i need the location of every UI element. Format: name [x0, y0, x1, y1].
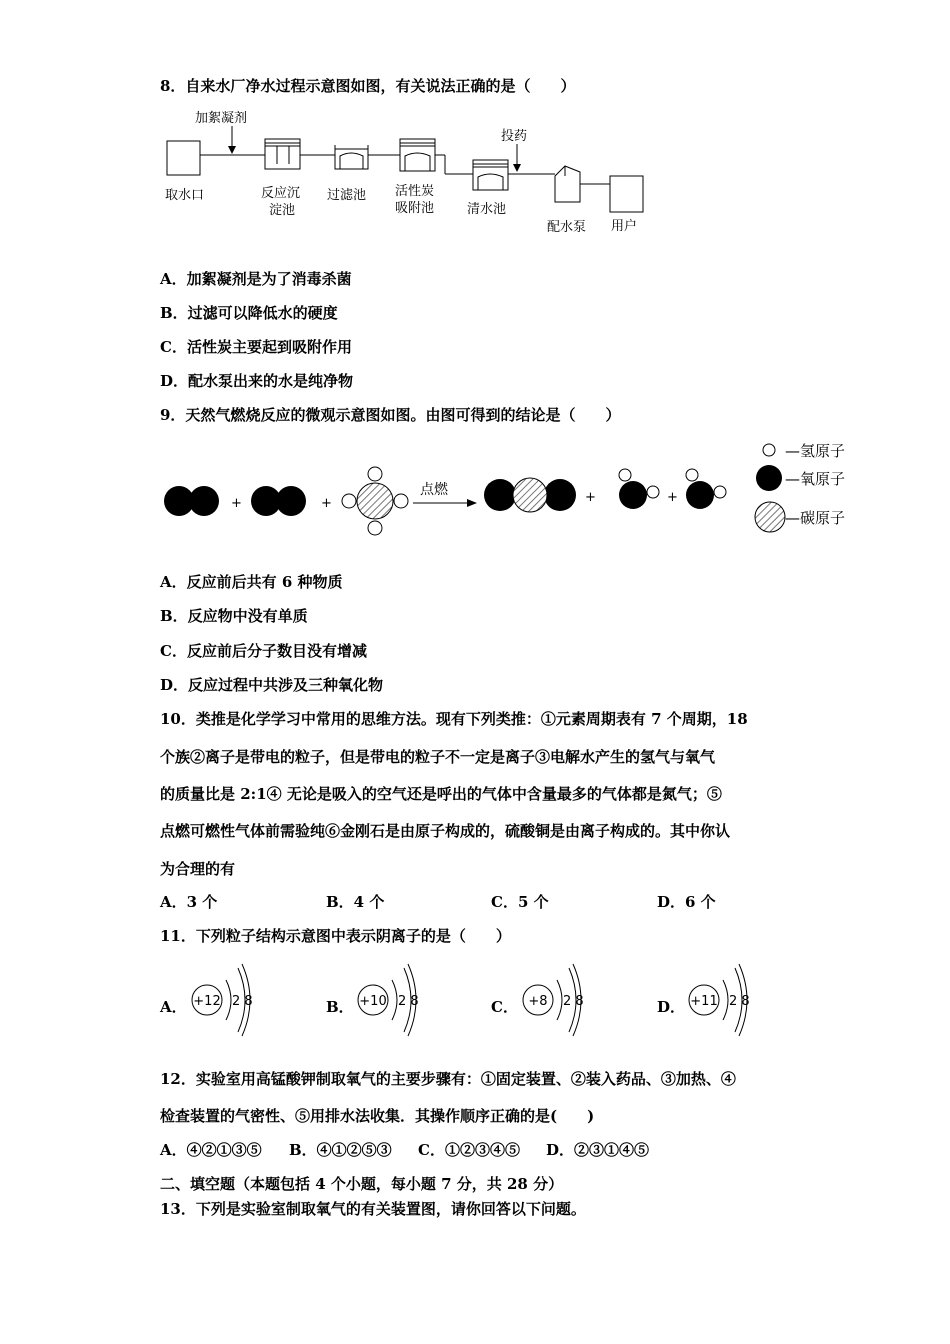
q12-option-b: B．④①②⑤③: [289, 1141, 392, 1159]
q10-option-a: A．3 个: [160, 893, 218, 911]
plus-4: +: [667, 490, 678, 505]
label-reaction-2: 淀池: [269, 203, 296, 218]
label-filter: 过滤池: [327, 188, 367, 203]
label-pump: 配水泵: [547, 220, 587, 235]
plus-2: +: [321, 496, 332, 511]
carbon-tank: [400, 139, 435, 171]
q11-d-shells: 2 8: [729, 994, 750, 1009]
plus-3: +: [585, 490, 596, 505]
q11-option-a-label: A．: [160, 998, 187, 1016]
label-user: 用户: [611, 219, 638, 234]
label-reaction-1: 反应沉: [261, 186, 301, 201]
q11-atom-c: [517, 958, 597, 1042]
plus-1: +: [231, 496, 242, 511]
legend-o: —氧原子: [785, 470, 846, 488]
q10-option-b: B．4 个: [326, 893, 385, 911]
reaction-tank: [265, 139, 300, 169]
q12-option-c: C．①②③④⑤: [418, 1141, 520, 1159]
q8-option-d: D．配水泵出来的水是纯净物: [160, 372, 354, 390]
q8-water-treatment-diagram: [155, 104, 655, 238]
q11-c-nucleus: +8: [528, 994, 548, 1009]
q11-a-shells: 2 8: [232, 994, 253, 1009]
label-add-coagulant: 加絮凝剂: [195, 111, 248, 126]
q10-line-2: 个族②离子是带电的粒子，但是带电的粒子不一定是离子③电解水产生的氢气与氧气: [160, 748, 716, 766]
q12-line-2: 检查装置的气密性、⑤用排水法收集．其操作顺序正确的是( ): [160, 1107, 595, 1125]
q9-option-d: D．反应过程中共涉及三种氧化物: [160, 676, 384, 694]
q10-option-c: C．5 个: [491, 893, 549, 911]
o2-molecule-1: [164, 486, 219, 516]
q8-option-c: C．活性炭主要起到吸附作用: [160, 338, 352, 356]
q11-atom-a: [186, 958, 266, 1042]
q11-atom-b: [352, 958, 432, 1042]
q12-option-d: D．②③①④⑤: [546, 1141, 650, 1159]
q9-option-c: C．反应前后分子数目没有增减: [160, 642, 367, 660]
filter-tank: [335, 145, 368, 169]
q11-option-b-label: B．: [326, 998, 354, 1016]
q8-stem: 8．自来水厂净水过程示意图如图，有关说法正确的是（ ）: [160, 77, 576, 95]
q11-option-d-label: D．: [657, 998, 686, 1016]
o2-molecule-2: [251, 486, 306, 516]
q9-option-b: B．反应物中没有单质: [160, 607, 308, 625]
q11-b-nucleus: +10: [359, 994, 387, 1009]
q8-option-b: B．过滤可以降低水的硬度: [160, 304, 338, 322]
ignite-label: 点燃: [420, 482, 448, 498]
h2o-molecule-2: [686, 469, 726, 509]
legend-h: —氢原子: [785, 442, 846, 460]
q10-line-5: 为合理的有: [160, 860, 236, 878]
pump-shape: [555, 166, 580, 202]
label-intake: 取水口: [165, 188, 205, 203]
legend-h-icon: [763, 444, 775, 456]
section-2-heading: 二、填空题（本题包括 4 个小题，每小题 7 分，共 28 分）: [160, 1175, 564, 1193]
q8-option-a: A．加絮凝剂是为了消毒杀菌: [160, 270, 352, 288]
legend-o-icon: [756, 465, 782, 491]
q11-option-c-label: C．: [491, 998, 518, 1016]
clear-tank: [473, 160, 508, 190]
co2-molecule: [484, 478, 576, 512]
q11-atom-d: [683, 958, 763, 1042]
ch4-molecule: [342, 467, 408, 535]
q12-line-1: 12．实验室用高锰酸钾制取氧气的主要步骤有：①固定装置、②装入药品、③加热、④: [160, 1070, 736, 1088]
q11-c-shells: 2 8: [563, 994, 584, 1009]
q10-line-3: 的质量比是 2:1④ 无论是吸入的空气还是呼出的气体中含量最多的气体都是氮气；⑤: [160, 785, 722, 803]
label-carbon-1: 活性炭: [395, 184, 435, 199]
q11-stem: 11．下列粒子结构示意图中表示阴离子的是（ ）: [160, 927, 511, 945]
q11-a-nucleus: +12: [193, 994, 221, 1009]
label-carbon-2: 吸附池: [395, 201, 435, 216]
h2o-molecule-1: [619, 469, 659, 509]
q9-stem: 9．天然气燃烧反应的微观示意图如图。由图可得到的结论是（ ）: [160, 406, 621, 424]
q13-stem: 13．下列是实验室制取氧气的有关装置图，请你回答以下问题。: [160, 1200, 586, 1218]
q9-option-a: A．反应前后共有 6 种物质: [160, 573, 343, 591]
q10-option-d: D．6 个: [657, 893, 716, 911]
legend-c-icon: [755, 502, 785, 532]
q11-b-shells: 2 8: [398, 994, 419, 1009]
q10-line-1: 10．类推是化学学习中常用的思维方法。现有下列类推：①元素周期表有 7 个周期，18: [160, 710, 748, 728]
label-clear: 清水池: [467, 202, 507, 217]
q9-combustion-diagram: [155, 432, 875, 544]
label-dose: 投药: [501, 129, 528, 144]
user-box: [610, 176, 643, 212]
q11-d-nucleus: +11: [690, 994, 718, 1009]
legend-c: —碳原子: [785, 509, 846, 527]
q12-option-a: A．④②①③⑤: [160, 1141, 262, 1159]
intake-box: [167, 141, 200, 175]
q10-line-4: 点燃可燃性气体前需验纯⑥金刚石是由原子构成的，硫酸铜是由离子构成的。其中你认: [160, 822, 731, 840]
